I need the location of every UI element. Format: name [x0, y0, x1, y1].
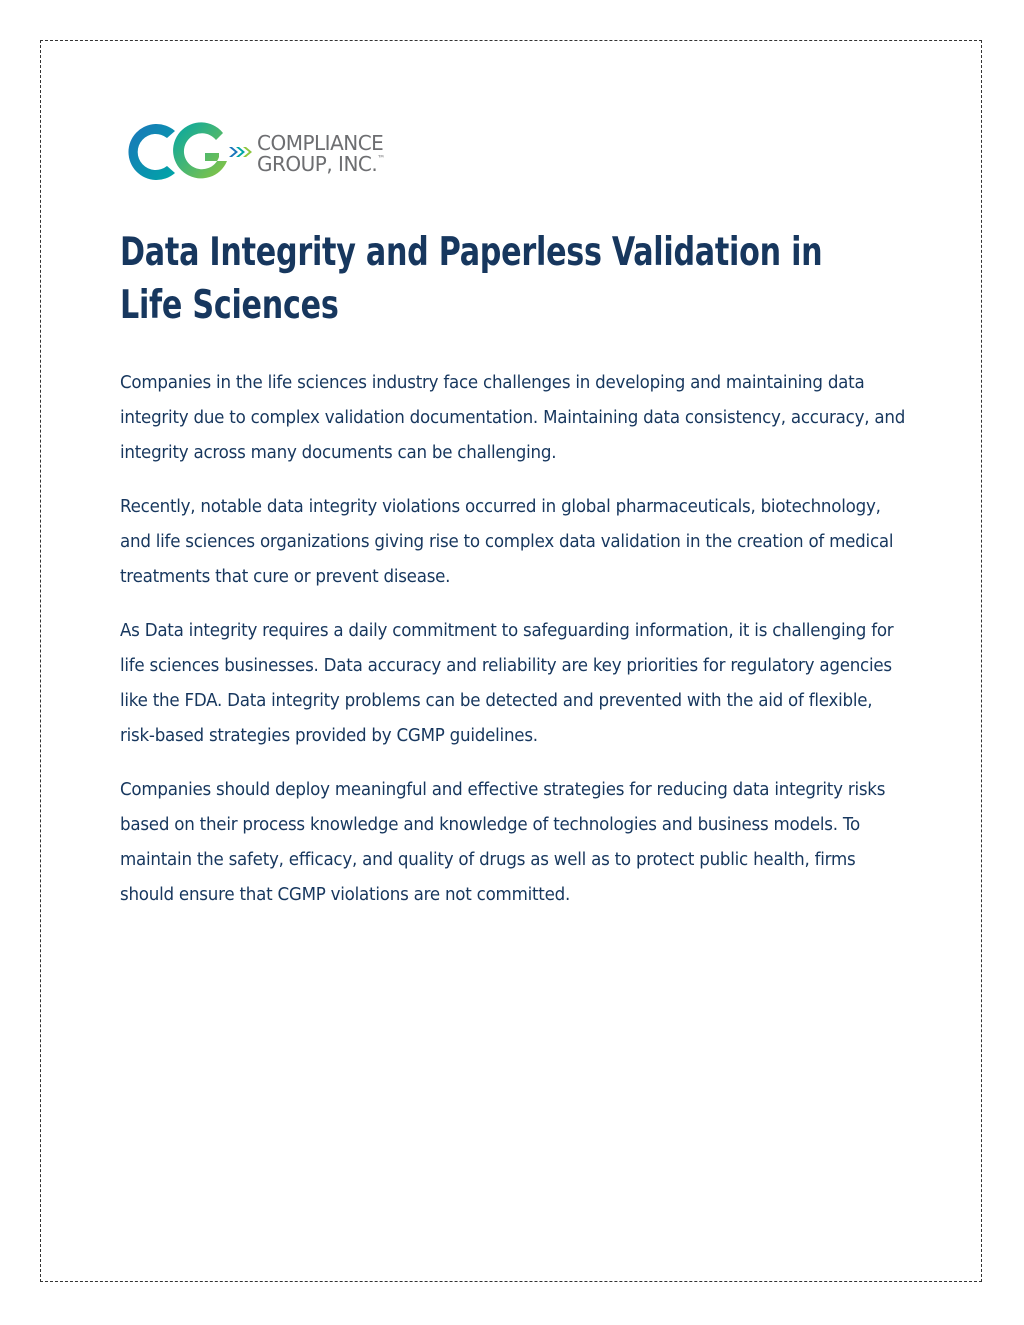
document-title: Data Integrity and Paperless Validation in Life Sciences: [120, 230, 823, 328]
paragraph: As Data integrity requires a daily commitment to safeguarding information, it is challenging for life sciences businesses. Data accuracy and reliability are key priorities for regulatory agencies like the FDA. Data integrity problems can be detected and prevented with the aid of flexible, risk-based strategies provided by CGMP guidelines.: [120, 621, 894, 746]
document-body: [120, 366, 910, 932]
company-logo: [119, 117, 399, 187]
paragraph: Companies should deploy meaningful and effective strategies for reducing data integrity risks based on their process knowledge and knowledge of technologies and business models. To maintain the safety, efficacy, and quality of drugs as well as to protect public health, firms should ensure that CGMP violations are not committed.: [120, 780, 886, 905]
paragraph: Recently, notable data integrity violations occurred in global pharmaceuticals, biotechnology, and life sciences organizations giving rise to complex data validation in the creation of medical treatments that cure or prevent disease.: [120, 497, 894, 587]
trademark-symbol: ™: [377, 154, 385, 163]
company-name-line1: COMPLIANCE: [257, 131, 384, 155]
company-name-line2: [257, 154, 385, 175]
paragraph: Companies in the life sciences industry face challenges in developing and maintaining data integrity due to complex validation documentation. Maintaining data consistency, accuracy, and integrity across many documents can be challenging.: [120, 373, 906, 463]
company-name-line2-text: GROUP, INC.: [257, 152, 378, 176]
company-name: [257, 133, 385, 175]
cg-logo-icon: [119, 117, 259, 187]
